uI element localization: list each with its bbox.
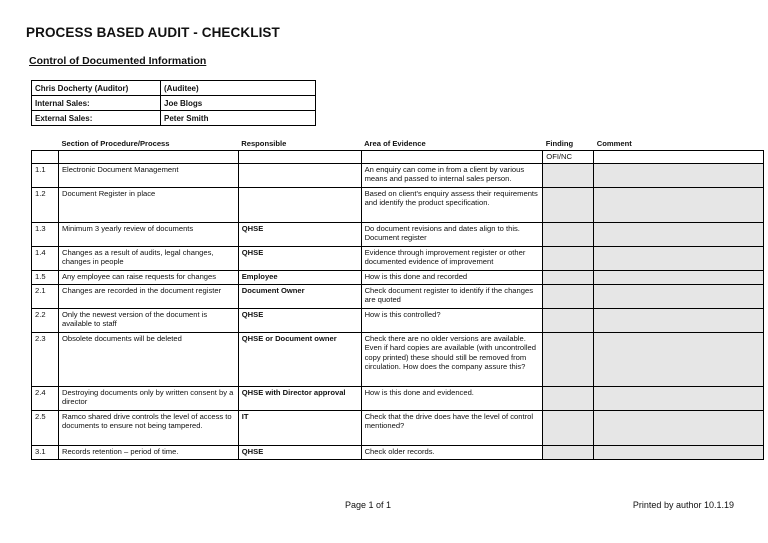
evidence-cell: How is this done and recorded [361, 270, 543, 284]
table-row [32, 187, 764, 222]
section-cell: Minimum 3 yearly review of documents [58, 222, 238, 246]
info-value: (Auditee) [161, 81, 316, 96]
table-row [32, 246, 764, 270]
evidence-cell: Check there are no older versions are available. Even if hard copies are available (with uncontrolled copy printed) these should still be removed from circulation. How does the company assure this? [361, 332, 543, 386]
comment-cell[interactable] [594, 163, 764, 187]
comment-cell[interactable] [594, 246, 764, 270]
evidence-cell: How is this controlled? [361, 308, 543, 332]
info-table [31, 80, 316, 126]
info-row [32, 81, 316, 96]
finding-cell[interactable] [543, 270, 594, 284]
section-cell: Destroying documents only by written consent by a director [58, 386, 238, 410]
row-number: 1.2 [32, 187, 59, 222]
section-cell: Changes are recorded in the document register [58, 284, 238, 308]
responsible-cell [238, 163, 361, 187]
section-cell: Document Register in place [58, 187, 238, 222]
row-number: 1.5 [32, 270, 59, 284]
finding-cell[interactable] [543, 163, 594, 187]
comment-cell[interactable] [594, 386, 764, 410]
info-row [32, 96, 316, 111]
document-title: PROCESS BASED AUDIT - CHECKLIST [26, 25, 280, 40]
evidence-cell: How is this done and evidenced. [361, 386, 543, 410]
header-responsible: Responsible [241, 138, 287, 148]
row-number: 2.3 [32, 332, 59, 386]
section-cell: Obsolete documents will be deleted [58, 332, 238, 386]
table-row [32, 222, 764, 246]
table-subheader-row [32, 151, 764, 164]
evidence-cell: Check document register to identify if the changes are quoted [361, 284, 543, 308]
page-number: Page 1 of 1 [345, 500, 392, 510]
evidence-cell: Check older records. [361, 445, 543, 459]
comment-cell[interactable] [594, 445, 764, 459]
table-row [32, 270, 764, 284]
evidence-cell: An enquiry can come in from a client by various means and passed to internal sales person. [361, 163, 543, 187]
row-number: 2.1 [32, 284, 59, 308]
responsible-cell: QHSE [238, 445, 361, 459]
comment-cell[interactable] [594, 187, 764, 222]
info-value: Peter Smith [161, 111, 316, 126]
finding-cell[interactable] [543, 308, 594, 332]
responsible-cell: IT [238, 410, 361, 445]
responsible-cell: Document Owner [238, 284, 361, 308]
row-number: 1.3 [32, 222, 59, 246]
table-row [32, 445, 764, 459]
evidence-cell: Check that the drive does have the level of control mentioned? [361, 410, 543, 445]
info-value: Joe Blogs [161, 96, 316, 111]
evidence-cell: Based on client's enquiry assess their requirements and identify the product specification. [361, 187, 543, 222]
printed-by: Printed by author 10.1.19 [632, 500, 734, 510]
comment-cell[interactable] [594, 410, 764, 445]
empty-cell [238, 151, 361, 164]
finding-cell[interactable] [543, 332, 594, 386]
finding-cell[interactable] [543, 386, 594, 410]
row-number: 2.2 [32, 308, 59, 332]
row-number: 2.5 [32, 410, 59, 445]
responsible-cell [238, 187, 361, 222]
header-number [32, 136, 59, 151]
responsible-cell: QHSE with Director approval [238, 386, 361, 410]
table-row [32, 308, 764, 332]
finding-cell[interactable] [543, 187, 594, 222]
info-row [32, 111, 316, 126]
audit-checklist-table [31, 136, 764, 460]
header-evidence: Area of Evidence [364, 138, 426, 148]
table-row [32, 163, 764, 187]
responsible-cell: QHSE [238, 222, 361, 246]
responsible-cell: QHSE [238, 246, 361, 270]
info-label: Chris Docherty (Auditor) [32, 81, 161, 96]
section-cell: Any employee can raise requests for changes [58, 270, 238, 284]
empty-cell [58, 151, 238, 164]
section-cell: Records retention – period of time. [58, 445, 238, 459]
empty-cell [32, 151, 59, 164]
responsible-cell: QHSE [238, 308, 361, 332]
evidence-cell: Evidence through improvement register or other documented evidence of improvement [361, 246, 543, 270]
header-section: Section of Procedure/Process [61, 138, 170, 148]
finding-cell[interactable] [543, 222, 594, 246]
info-label: External Sales: [32, 111, 161, 126]
table-header-row [32, 136, 764, 151]
empty-cell [594, 151, 764, 164]
finding-cell[interactable] [543, 410, 594, 445]
finding-cell[interactable] [543, 445, 594, 459]
section-cell: Ramco shared drive controls the level of access to documents to ensure not being tampered. [58, 410, 238, 445]
comment-cell[interactable] [594, 308, 764, 332]
table-row [32, 386, 764, 410]
row-number: 3.1 [32, 445, 59, 459]
finding-subheader: OFI/NC [543, 151, 594, 164]
finding-cell[interactable] [543, 284, 594, 308]
empty-cell [361, 151, 543, 164]
row-number: 1.4 [32, 246, 59, 270]
table-row [32, 284, 764, 308]
header-finding: Finding [545, 138, 574, 148]
finding-cell[interactable] [543, 246, 594, 270]
section-cell: Electronic Document Management [58, 163, 238, 187]
comment-cell[interactable] [594, 332, 764, 386]
comment-cell[interactable] [594, 270, 764, 284]
table-row [32, 332, 764, 386]
section-title: Control of Documented Information [29, 55, 207, 67]
row-number: 1.1 [32, 163, 59, 187]
section-cell: Only the newest version of the document is available to staff [58, 308, 238, 332]
responsible-cell: Employee [238, 270, 361, 284]
section-cell: Changes as a result of audits, legal changes, changes in people [58, 246, 238, 270]
info-label: Internal Sales: [32, 96, 161, 111]
table-row [32, 410, 764, 445]
row-number: 2.4 [32, 386, 59, 410]
header-comment: Comment [596, 138, 632, 148]
comment-cell[interactable] [594, 284, 764, 308]
comment-cell[interactable] [594, 222, 764, 246]
evidence-cell: Do document revisions and dates align to this. Document register [361, 222, 543, 246]
responsible-cell: QHSE or Document owner [238, 332, 361, 386]
